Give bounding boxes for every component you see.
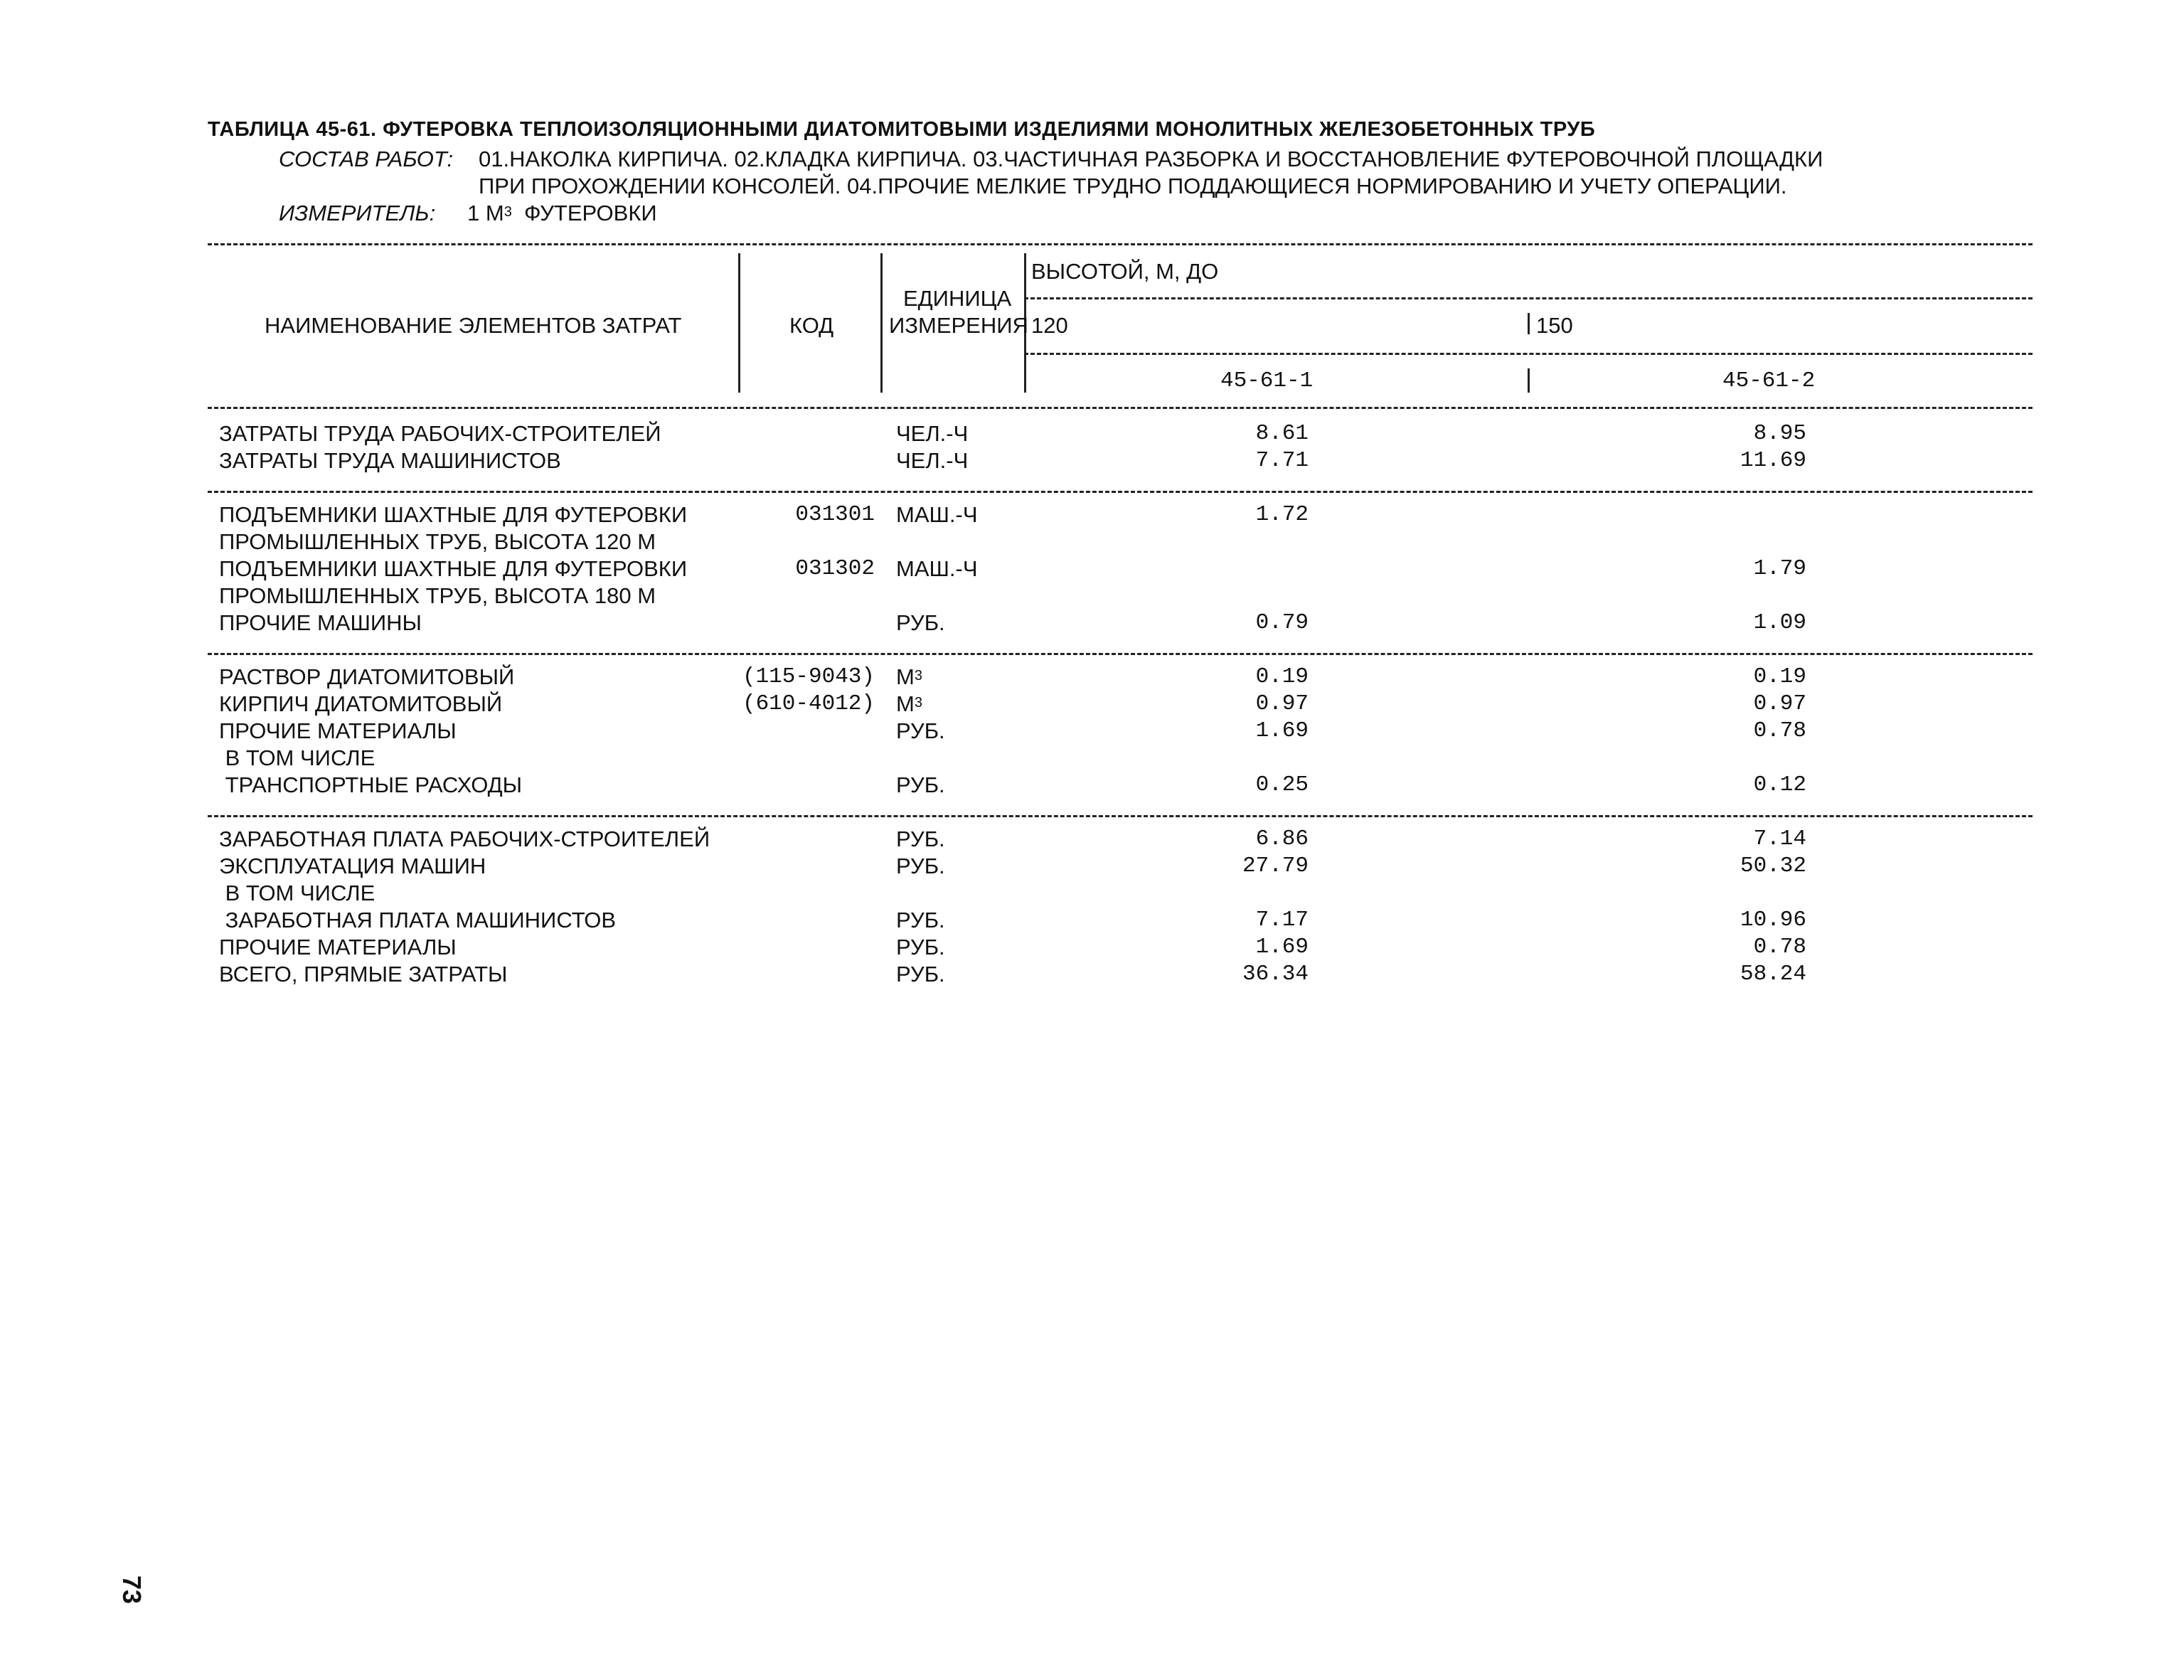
row-value-120: 1.72 [1255, 502, 1309, 527]
measure-value: 1 $М^3$ ФУТЕРОВКИ [467, 201, 657, 225]
row-name: КИРПИЧ ДИАТОМИТОВЫЙ [219, 691, 503, 716]
row-name: ЗАТРАТЫ ТРУДА МАШИНИСТОВ [219, 448, 561, 473]
row-name: ТРАНСПОРТНЫЕ РАСХОДЫ [219, 772, 523, 797]
row-unit: МАШ.-Ч [896, 556, 978, 581]
row-value-150: 0.78 [1753, 718, 1806, 743]
row-name: ВСЕГО, ПРЯМЫЕ ЗАТРАТЫ [219, 962, 508, 987]
row-name: В ТОМ ЧИСЛЕ [219, 881, 375, 905]
header-divider-1 [738, 253, 740, 393]
row-value-150: 0.97 [1753, 691, 1806, 716]
row-code: (115-9043) [742, 664, 875, 689]
row-value-150: 0.78 [1753, 935, 1806, 959]
row-name: ПРОЧИЕ МАТЕРИАЛЫ [219, 718, 457, 743]
row-unit: РУБ. [896, 772, 945, 797]
row-unit: ЧЕЛ.-Ч [896, 448, 969, 473]
header-mid-rule [1024, 297, 2033, 299]
header-divider-2 [880, 253, 883, 393]
header-bottom-rule [208, 407, 2033, 409]
header-divider-5 [1528, 368, 1530, 393]
col-header-height-120: 120 [1031, 313, 1068, 338]
measure-label: ИЗМЕРИТЕЛЬ: [279, 201, 436, 225]
row-value-120: 0.19 [1255, 664, 1309, 689]
row-value-150: 7.14 [1753, 826, 1806, 851]
header-sub-rule [1024, 353, 2033, 355]
row-unit: $М^3$ [896, 664, 922, 689]
row-unit: МАШ.-Ч [896, 502, 978, 527]
row-value-150: 1.79 [1753, 556, 1806, 581]
row-value-120: 1.69 [1255, 935, 1309, 959]
row-value-150: 0.12 [1753, 772, 1806, 797]
row-unit: РУБ. [896, 962, 945, 987]
row-value-120: 7.17 [1255, 908, 1309, 932]
row-name: ПРОЧИЕ МАШИНЫ [219, 610, 422, 635]
row-unit: ЧЕЛ.-Ч [896, 421, 969, 446]
header-top-rule [208, 243, 2033, 245]
col-header-height-150: 150 [1536, 313, 1573, 338]
row-name: В ТОМ ЧИСЛЕ [219, 745, 375, 770]
col-header-norm-2: 45-61-2 [1722, 368, 1816, 393]
row-unit: РУБ. [896, 826, 945, 851]
row-name: ЗАРАБОТНАЯ ПЛАТА РАБОЧИХ-СТРОИТЕЛЕЙ [219, 826, 710, 851]
row-value-120: 6.86 [1255, 826, 1309, 851]
section-rule-3 [208, 815, 2033, 817]
row-name: ЭКСПЛУАТАЦИЯ МАШИН [219, 854, 486, 878]
row-value-120: 0.25 [1255, 772, 1309, 797]
row-unit: РУБ. [896, 908, 945, 932]
row-value-120: 0.97 [1255, 691, 1309, 716]
col-header-code: КОД [789, 313, 834, 338]
row-name: ПОДЪЕМНИКИ ШАХТНЫЕ ДЛЯ ФУТЕРОВКИ [219, 502, 688, 527]
row-value-120: 0.79 [1255, 610, 1309, 635]
col-header-unit-2: ИЗМЕРЕНИЯ [889, 313, 1028, 338]
row-name: ЗАТРАТЫ ТРУДА РАБОЧИХ-СТРОИТЕЛЕЙ [219, 421, 661, 446]
col-header-unit-1: ЕДИНИЦА [903, 286, 1012, 311]
row-value-150: 1.09 [1753, 610, 1806, 635]
row-name: ПРОЧИЕ МАТЕРИАЛЫ [219, 935, 457, 959]
row-unit: РУБ. [896, 854, 945, 878]
row-unit: $М^3$ [896, 691, 922, 716]
composition-line-2: ПРИ ПРОХОЖДЕНИИ КОНСОЛЕЙ. 04.ПРОЧИЕ МЕЛКИЕ ТРУДНО ПОДДАЮЩИЕСЯ НОРМИРОВАНИЮ И УЧЕТУ ОПЕРАЦИИ. [479, 174, 1787, 198]
row-unit: РУБ. [896, 935, 945, 959]
col-header-norm-1: 45-61-1 [1220, 368, 1314, 393]
row-name: ЗАРАБОТНАЯ ПЛАТА МАШИНИСТОВ [219, 908, 617, 932]
row-code: 031302 [795, 556, 875, 581]
row-value-150: 0.19 [1753, 664, 1806, 689]
col-header-name: НАИМЕНОВАНИЕ ЭЛЕМЕНТОВ ЗАТРАТ [265, 313, 682, 338]
row-value-120: 8.61 [1255, 421, 1309, 446]
header-divider-4 [1528, 313, 1530, 334]
col-header-height-group: ВЫСОТОЙ, М, ДО [1031, 259, 1219, 284]
row-unit: РУБ. [896, 718, 945, 743]
row-value-150: 10.96 [1740, 908, 1806, 932]
row-unit: РУБ. [896, 610, 945, 635]
row-code: (610-4012) [742, 691, 875, 716]
composition-label: СОСТАВ РАБОТ: [279, 147, 454, 171]
section-rule-1 [208, 491, 2033, 493]
section-rule-2 [208, 653, 2033, 655]
row-name: ПРОМЫШЛЕННЫХ ТРУБ, ВЫСОТА 180 М [219, 583, 656, 608]
table-title: ТАБЛИЦА 45-61. ФУТЕРОВКА ТЕПЛОИЗОЛЯЦИОННЫМИ ДИАТОМИТОВЫМИ ИЗДЕЛИЯМИ МОНОЛИТНЫХ ЖЕЛЕЗОБЕТОННЫХ ТРУБ [208, 118, 1596, 141]
row-value-150: 50.32 [1740, 854, 1806, 878]
row-value-120: 7.71 [1255, 448, 1309, 473]
page-number: 73 [117, 1575, 147, 1605]
row-code: 031301 [795, 502, 875, 527]
row-value-120: 27.79 [1242, 854, 1309, 878]
row-value-150: 11.69 [1740, 448, 1806, 473]
row-value-150: 58.24 [1740, 962, 1806, 987]
row-name: ПРОМЫШЛЕННЫХ ТРУБ, ВЫСОТА 120 М [219, 529, 656, 554]
composition-line-1: 01.НАКОЛКА КИРПИЧА. 02.КЛАДКА КИРПИЧА. 03.ЧАСТИЧНАЯ РАЗБОРКА И ВОССТАНОВЛЕНИЕ ФУТЕРОВОЧНОЙ ПЛОЩАДКИ [479, 147, 1823, 171]
row-name: ПОДЪЕМНИКИ ШАХТНЫЕ ДЛЯ ФУТЕРОВКИ [219, 556, 688, 581]
row-value-150: 8.95 [1753, 421, 1806, 446]
row-value-120: 1.69 [1255, 718, 1309, 743]
row-name: РАСТВОР ДИАТОМИТОВЫЙ [219, 664, 515, 689]
row-value-120: 36.34 [1242, 962, 1309, 987]
